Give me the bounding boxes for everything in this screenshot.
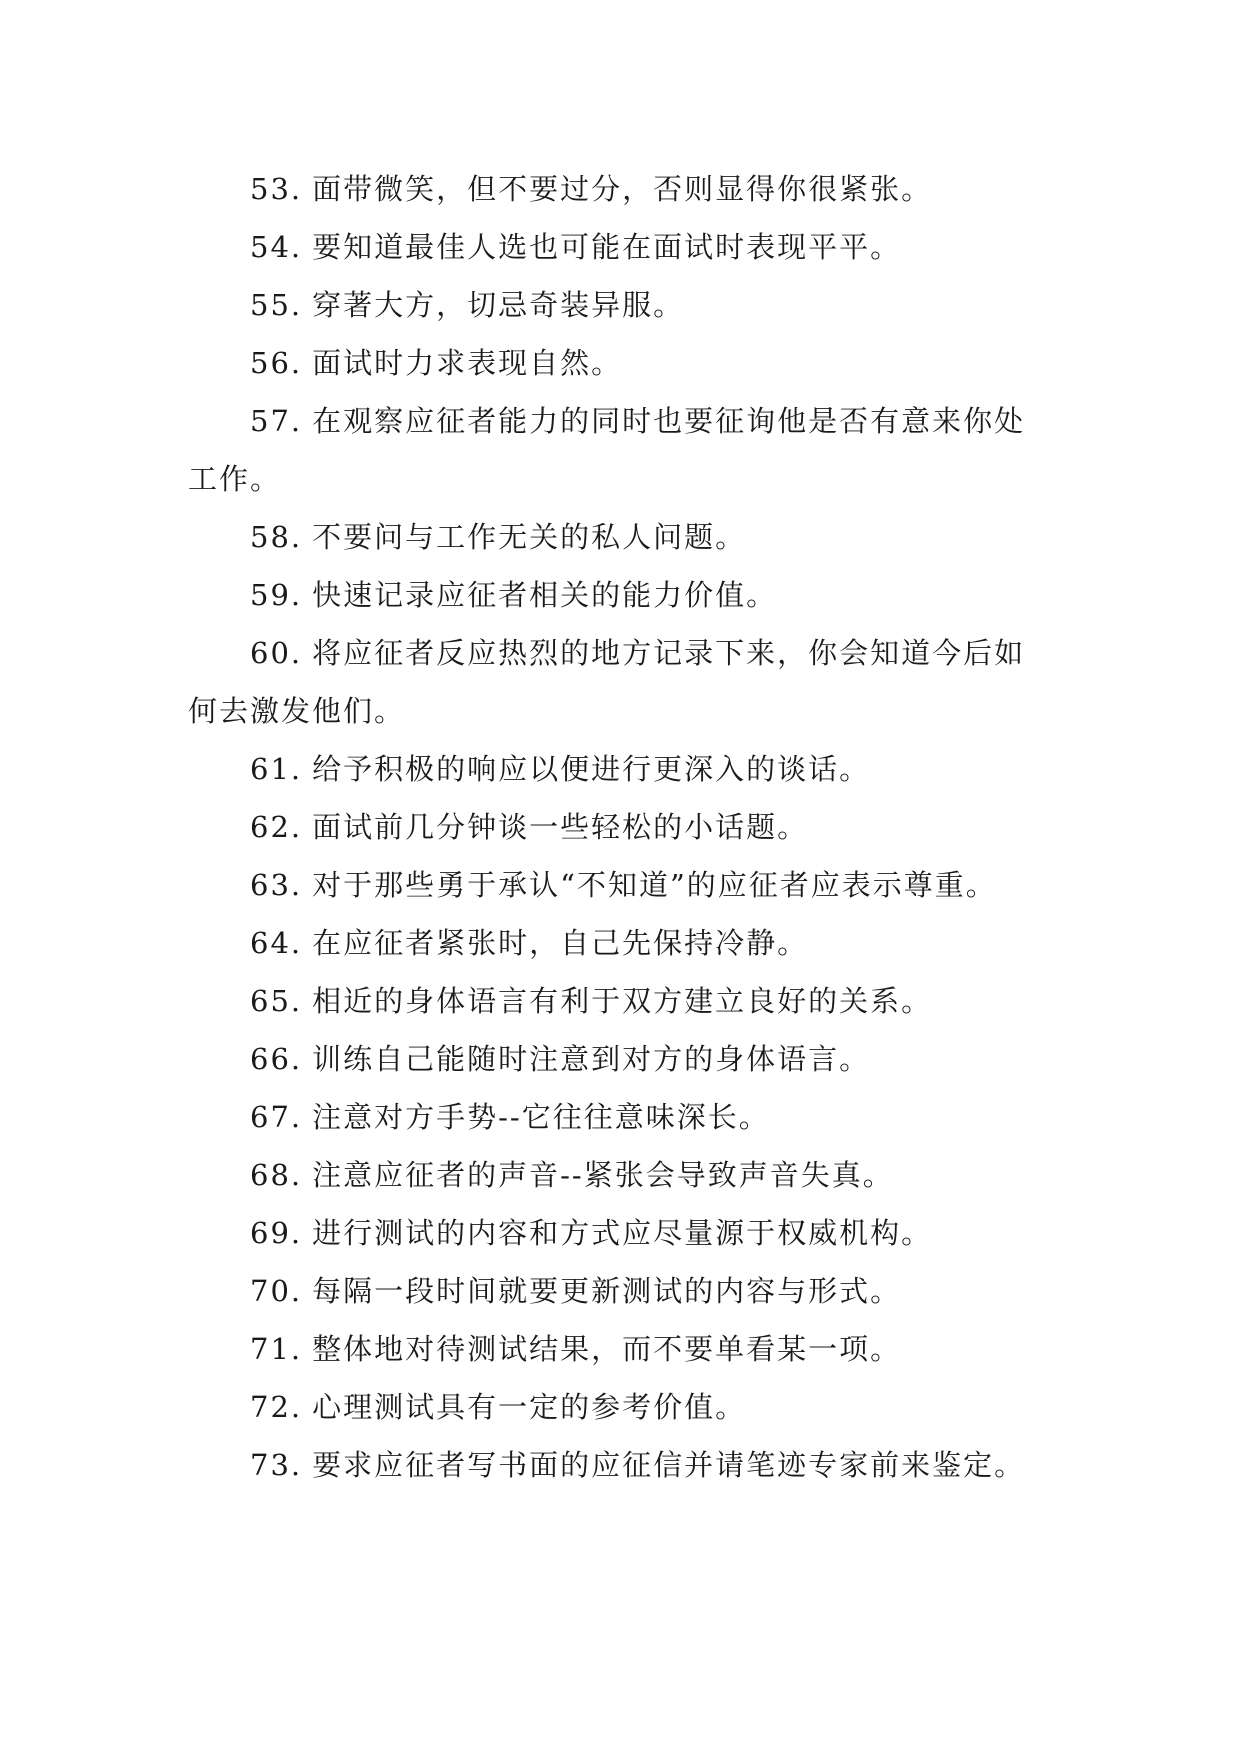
list-item	[188, 1436, 1052, 1494]
item-text: 不要问与工作无关的私人问题。	[312, 520, 747, 554]
item-text: 面试时力求表现自然。	[312, 346, 623, 380]
item-text: 给予积极的响应以便进行更深入的谈话。	[312, 752, 871, 786]
item-text: 训练自己能随时注意到对方的身体语言。	[312, 1042, 871, 1076]
list-item	[188, 276, 1052, 334]
list-item	[188, 856, 1052, 914]
item-number: 59.	[250, 578, 303, 612]
list-item	[188, 508, 1052, 566]
item-number: 55.	[250, 288, 303, 322]
item-text: 进行测试的内容和方式应尽量源于权威机构。	[312, 1216, 933, 1250]
list-item	[188, 1146, 1052, 1204]
item-number: 57.	[250, 404, 303, 438]
list-item	[188, 1088, 1052, 1146]
item-number: 61.	[250, 752, 303, 786]
item-text: 面试前几分钟谈一些轻松的小话题。	[312, 810, 809, 844]
list-item	[188, 1320, 1052, 1378]
item-number: 53.	[250, 172, 303, 206]
item-text: 整体地对待测试结果，而不要单看某一项。	[312, 1332, 902, 1366]
document-body	[188, 160, 1052, 1494]
list-item	[188, 392, 1052, 508]
item-text: 在应征者紧张时，自己先保持冷静。	[312, 926, 809, 960]
item-text: 相近的身体语言有利于双方建立良好的关系。	[312, 984, 933, 1018]
item-number: 56.	[250, 346, 303, 380]
item-text: 注意应征者的声音--紧张会导致声音失真。	[312, 1158, 894, 1192]
list-item	[188, 972, 1052, 1030]
item-text: 要知道最佳人选也可能在面试时表现平平。	[312, 230, 902, 264]
list-item	[188, 798, 1052, 856]
list-item	[188, 218, 1052, 276]
item-number: 71.	[250, 1332, 303, 1366]
list-item	[188, 624, 1052, 740]
item-text: 对于那些勇于承认“不知道”的应征者应表示尊重。	[312, 868, 997, 902]
list-item	[188, 334, 1052, 392]
list-item	[188, 740, 1052, 798]
item-text: 每隔一段时间就要更新测试的内容与形式。	[312, 1274, 902, 1308]
item-number: 60.	[250, 636, 303, 670]
item-number: 70.	[250, 1274, 303, 1308]
item-text: 面带微笑，但不要过分，否则显得你很紧张。	[312, 172, 933, 206]
item-number: 64.	[250, 926, 303, 960]
item-number: 66.	[250, 1042, 303, 1076]
item-text: 要求应征者写书面的应征信并请笔迹专家前来鉴定。	[312, 1448, 1026, 1482]
item-text: 注意对方手势--它往往意味深长。	[312, 1100, 770, 1134]
item-text: 穿著大方，切忌奇装异服。	[312, 288, 685, 322]
list-item	[188, 160, 1052, 218]
item-number: 69.	[250, 1216, 303, 1250]
item-number: 72.	[250, 1390, 303, 1424]
list-item	[188, 1204, 1052, 1262]
item-text: 将应征者反应热烈的地方记录下来，你会知道今后如何去激发他们。	[188, 636, 1026, 728]
item-number: 65.	[250, 984, 303, 1018]
list-item	[188, 1262, 1052, 1320]
item-text: 心理测试具有一定的参考价值。	[312, 1390, 747, 1424]
item-number: 63.	[250, 868, 303, 902]
list-item	[188, 1378, 1052, 1436]
item-number: 73.	[250, 1448, 303, 1482]
item-number: 68.	[250, 1158, 303, 1192]
item-text: 在观察应征者能力的同时也要征询他是否有意来你处工作。	[188, 404, 1026, 496]
list-item	[188, 566, 1052, 624]
item-number: 58.	[250, 520, 303, 554]
list-item	[188, 914, 1052, 972]
item-text: 快速记录应征者相关的能力价值。	[312, 578, 778, 612]
item-number: 67.	[250, 1100, 303, 1134]
item-number: 54.	[250, 230, 303, 264]
item-number: 62.	[250, 810, 303, 844]
list-item	[188, 1030, 1052, 1088]
